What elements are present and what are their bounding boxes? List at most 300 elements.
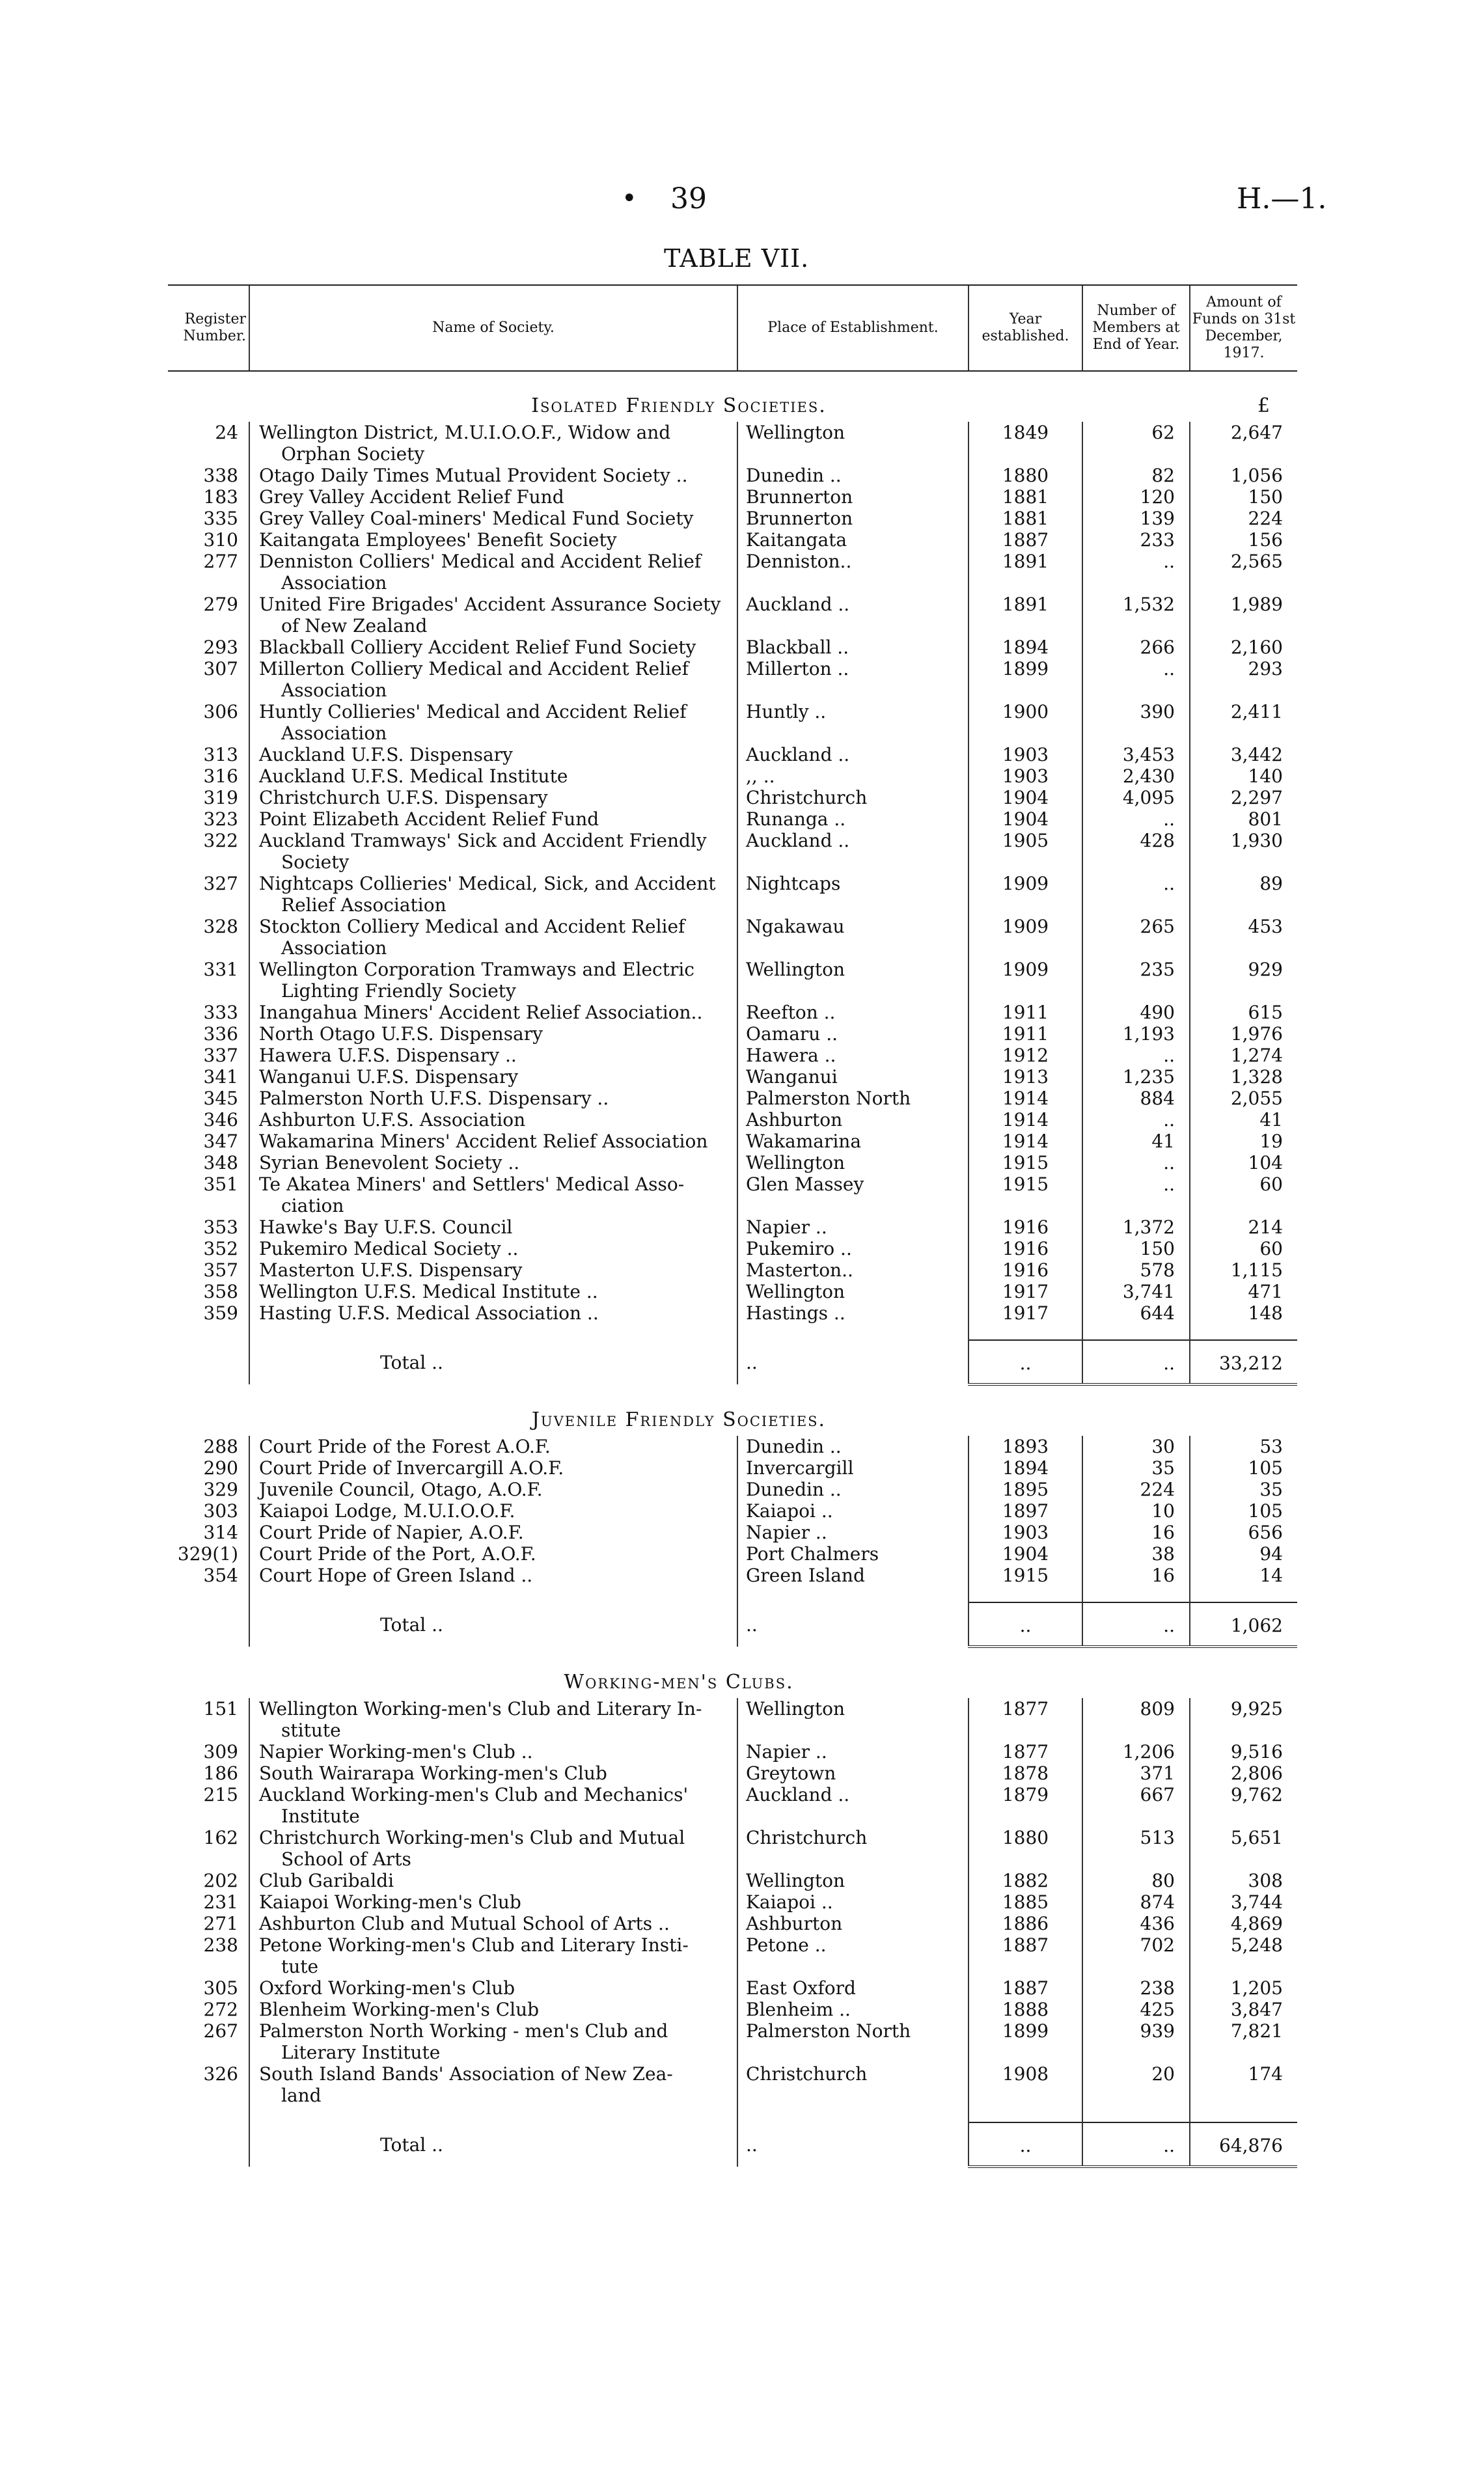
year-established: 1905: [969, 830, 1082, 873]
society-name-line: Christchurch U.F.S. Dispensary: [259, 787, 548, 808]
total-place: ..: [737, 2122, 969, 2167]
funds-amount: 35: [1190, 1479, 1297, 1500]
society-name-line: Wakamarina Miners' Accident Relief Association: [259, 1131, 708, 1152]
total-place: ..: [737, 1340, 969, 1384]
spacer-cell: [1082, 1586, 1190, 1602]
year-established: 1909: [969, 873, 1082, 916]
register-number: 267: [203, 2020, 238, 2042]
place-of-establishment: Oamaru ..: [737, 1023, 969, 1045]
society-name-line: Inangahua Miners' Accident Relief Association..: [259, 1002, 703, 1023]
total-funds: 1,062: [1190, 1602, 1297, 1647]
member-count: 38: [1082, 1543, 1190, 1565]
year-established: 1916: [969, 1216, 1082, 1238]
place-of-establishment: Kaiapoi ..: [737, 1891, 969, 1913]
society-name-line: Stockton Colliery Medical and Accident Relief: [259, 916, 685, 937]
place-of-establishment: Brunnerton: [737, 508, 969, 529]
funds-amount: 2,806: [1190, 1763, 1297, 1784]
member-count: 874: [1082, 1891, 1190, 1913]
funds-amount: 19: [1190, 1131, 1297, 1152]
total-register-blank: [168, 1602, 249, 1647]
funds-amount: 14: [1190, 1565, 1297, 1586]
member-count: 490: [1082, 1002, 1190, 1023]
place-of-establishment: Nightcaps: [737, 873, 969, 916]
society-name-line: Hawera U.F.S. Dispensary ..: [259, 1045, 517, 1066]
place-of-establishment: Wakamarina: [737, 1131, 969, 1152]
society-name-line: Palmerston North U.F.S. Dispensary ..: [259, 1088, 609, 1109]
register-number: 186: [203, 1763, 238, 1784]
funds-amount: 1,930: [1190, 830, 1297, 873]
year-established: 1895: [969, 1479, 1082, 1500]
society-name: [249, 1045, 737, 1066]
society-name: [249, 1999, 737, 2020]
society-name-line: Wanganui U.F.S. Dispensary: [259, 1066, 519, 1088]
spacer-cell: [737, 1586, 969, 1602]
place-of-establishment: Runanga ..: [737, 808, 969, 830]
year-established: 1887: [969, 529, 1082, 551]
section-title: Isolated Friendly Societies.: [531, 394, 827, 417]
society-name-line: Court Pride of the Port, A.O.F.: [259, 1543, 536, 1565]
total-members: ..: [1082, 2122, 1190, 2167]
member-count: 16: [1082, 1522, 1190, 1543]
funds-amount: 150: [1190, 486, 1297, 508]
year-established: 1915: [969, 1173, 1082, 1216]
member-count: 578: [1082, 1259, 1190, 1281]
society-name-line: Grey Valley Accident Relief Fund: [259, 486, 564, 508]
table-row: [168, 1763, 1297, 1784]
society-name-line: Blackball Colliery Accident Relief Fund Society: [259, 637, 696, 658]
register-number: 341: [203, 1066, 238, 1088]
funds-amount: 9,925: [1190, 1698, 1297, 1741]
register-number: 319: [203, 787, 238, 808]
register-number: 307: [203, 658, 238, 679]
society-name-line: Juvenile Council, Otago, A.O.F.: [259, 1479, 543, 1500]
member-count: 1,206: [1082, 1741, 1190, 1763]
place-of-establishment: Christchurch: [737, 787, 969, 808]
year-established: 1913: [969, 1066, 1082, 1088]
funds-amount: 94: [1190, 1543, 1297, 1565]
table-row: [168, 873, 1297, 916]
member-count: 644: [1082, 1302, 1190, 1324]
register-number: 314: [203, 1522, 238, 1543]
table-row: [168, 1500, 1297, 1522]
place-of-establishment: Wellington: [737, 1281, 969, 1302]
spacer-cell: [1190, 2106, 1297, 2122]
register-number: 357: [203, 1259, 238, 1281]
member-count: 20: [1082, 2063, 1190, 2106]
funds-amount: 801: [1190, 808, 1297, 830]
total-row: [168, 2122, 1297, 2167]
funds-amount: 2,411: [1190, 701, 1297, 744]
table-row: [168, 701, 1297, 744]
society-name-line: Masterton U.F.S. Dispensary: [259, 1259, 523, 1281]
table-row: [168, 1999, 1297, 2020]
society-name-line: Kaiapoi Working-men's Club: [259, 1891, 521, 1913]
table-row: [168, 637, 1297, 658]
year-established: 1877: [969, 1741, 1082, 1763]
year-established: 1915: [969, 1565, 1082, 1586]
society-name: [249, 2063, 737, 2106]
funds-amount: 1,056: [1190, 465, 1297, 486]
society-name: [249, 1977, 737, 1999]
total-register-blank: [168, 2122, 249, 2167]
funds-amount: 1,976: [1190, 1023, 1297, 1045]
col-header-name: Name of Society.: [249, 285, 737, 371]
society-name: [249, 1173, 737, 1216]
place-of-establishment: Christchurch: [737, 1827, 969, 1870]
place-of-establishment: Masterton..: [737, 1259, 969, 1281]
page-mark: •: [622, 184, 637, 213]
place-of-establishment: Auckland ..: [737, 830, 969, 873]
currency-symbol: £: [1257, 394, 1271, 417]
place-of-establishment: Hawera ..: [737, 1045, 969, 1066]
member-count: 80: [1082, 1870, 1190, 1891]
register-number: 271: [203, 1913, 238, 1934]
section-title: Working-men's Clubs.: [564, 1671, 794, 1694]
total-register-blank: [168, 1340, 249, 1384]
society-name: [249, 830, 737, 873]
member-count: 62: [1082, 422, 1190, 465]
table-row: [168, 551, 1297, 594]
funds-amount: 105: [1190, 1457, 1297, 1479]
funds-amount: 615: [1190, 1002, 1297, 1023]
place-of-establishment: Blenheim ..: [737, 1999, 969, 2020]
table-row: [168, 594, 1297, 637]
society-name-continuation: Association: [281, 679, 387, 701]
total-label: Total ..: [249, 2122, 737, 2167]
register-number: 322: [203, 830, 238, 851]
register-number: 327: [203, 873, 238, 894]
society-name-continuation: School of Arts: [281, 1848, 411, 1870]
place-of-establishment: Blackball ..: [737, 637, 969, 658]
funds-amount: 929: [1190, 959, 1297, 1002]
year-established: 1903: [969, 744, 1082, 765]
society-name: [249, 1479, 737, 1500]
table-header-row: [168, 285, 1297, 371]
register-number: 323: [203, 808, 238, 830]
place-of-establishment: Auckland ..: [737, 594, 969, 637]
table-row: [168, 465, 1297, 486]
society-name: [249, 873, 737, 916]
total-year: ..: [969, 1602, 1082, 1647]
section-title: Juvenile Friendly Societies.: [531, 1408, 827, 1431]
member-count: 30: [1082, 1436, 1190, 1457]
funds-amount: 5,651: [1190, 1827, 1297, 1870]
spacer-cell: [737, 2106, 969, 2122]
table-row: [168, 1002, 1297, 1023]
society-name: [249, 1216, 737, 1238]
register-number: 358: [203, 1281, 238, 1302]
society-name: [249, 1741, 737, 1763]
society-name-line: Huntly Collieries' Medical and Accident Relief: [259, 701, 687, 722]
register-number: 290: [203, 1457, 238, 1479]
member-count: 1,372: [1082, 1216, 1190, 1238]
register-number: 348: [203, 1152, 238, 1173]
society-name-line: Denniston Colliers' Medical and Accident Relief: [259, 551, 702, 572]
section-title-cell: [168, 371, 1190, 422]
table-row: [168, 2020, 1297, 2063]
place-of-establishment: Palmerston North: [737, 1088, 969, 1109]
currency-symbol: [1190, 1647, 1297, 1698]
funds-amount: 3,442: [1190, 744, 1297, 765]
register-number: 352: [203, 1238, 238, 1259]
place-of-establishment: Hastings ..: [737, 1302, 969, 1324]
society-name: [249, 1522, 737, 1543]
society-name-line: South Island Bands' Association of New Zea-: [259, 2063, 673, 2085]
funds-amount: 60: [1190, 1238, 1297, 1259]
member-count: 428: [1082, 830, 1190, 873]
place-of-establishment: Wellington: [737, 959, 969, 1002]
table-row: [168, 744, 1297, 765]
place-of-establishment: Kaiapoi ..: [737, 1500, 969, 1522]
funds-amount: 9,762: [1190, 1784, 1297, 1827]
member-count: 1,235: [1082, 1066, 1190, 1088]
total-label: Total ..: [249, 1340, 737, 1384]
place-of-establishment: Napier ..: [737, 1522, 969, 1543]
member-count: 10: [1082, 1500, 1190, 1522]
table-row: [168, 1870, 1297, 1891]
society-name-line: Te Akatea Miners' and Settlers' Medical Asso-: [259, 1173, 685, 1195]
funds-amount: 104: [1190, 1152, 1297, 1173]
society-name: [249, 1913, 737, 1934]
register-number: 346: [203, 1109, 238, 1131]
place-of-establishment: Wellington: [737, 1698, 969, 1741]
member-count: ..: [1082, 873, 1190, 916]
table-row: [168, 787, 1297, 808]
society-name-line: Point Elizabeth Accident Relief Fund: [259, 808, 599, 830]
table-row: [168, 529, 1297, 551]
member-count: 235: [1082, 959, 1190, 1002]
member-count: 233: [1082, 529, 1190, 551]
place-of-establishment: Wellington: [737, 1870, 969, 1891]
col-header-year: Year established.: [969, 285, 1082, 371]
society-name: [249, 658, 737, 701]
spacer-row: [168, 1324, 1297, 1340]
society-name-line: Hasting U.F.S. Medical Association ..: [259, 1302, 599, 1324]
section-heading-row: [168, 1647, 1297, 1698]
col-header-register: Register Number.: [168, 285, 249, 371]
place-of-establishment: Ashburton: [737, 1109, 969, 1131]
register-number: 326: [203, 2063, 238, 2085]
member-count: 809: [1082, 1698, 1190, 1741]
member-count: ..: [1082, 1045, 1190, 1066]
member-count: 667: [1082, 1784, 1190, 1827]
society-name-continuation: Relief Association: [281, 894, 447, 916]
table-row: [168, 916, 1297, 959]
year-established: 1915: [969, 1152, 1082, 1173]
society-name: [249, 529, 737, 551]
year-established: 1904: [969, 787, 1082, 808]
table-row: [168, 1479, 1297, 1500]
register-number: 238: [203, 1934, 238, 1956]
member-count: 513: [1082, 1827, 1190, 1870]
year-established: 1909: [969, 959, 1082, 1002]
year-established: 1894: [969, 637, 1082, 658]
society-name: [249, 1066, 737, 1088]
society-name: [249, 1023, 737, 1045]
member-count: 939: [1082, 2020, 1190, 2063]
place-of-establishment: Napier ..: [737, 1741, 969, 1763]
society-name-continuation: Association: [281, 937, 387, 959]
society-name-line: Nightcaps Collieries' Medical, Sick, and Accident: [259, 873, 716, 894]
year-established: 1880: [969, 465, 1082, 486]
total-place: ..: [737, 1602, 969, 1647]
table-row: [168, 422, 1297, 465]
table-row: [168, 1457, 1297, 1479]
society-name-line: Wellington District, M.U.I.O.O.F., Widow and: [259, 422, 671, 443]
member-count: ..: [1082, 551, 1190, 594]
spacer-cell: [249, 2106, 737, 2122]
year-established: 1916: [969, 1238, 1082, 1259]
funds-amount: 308: [1190, 1870, 1297, 1891]
member-count: 265: [1082, 916, 1190, 959]
section-title-cell: [168, 1647, 1190, 1698]
register-number: 347: [203, 1131, 238, 1152]
place-of-establishment: Auckland ..: [737, 1784, 969, 1827]
year-established: 1911: [969, 1002, 1082, 1023]
society-name-line: Kaitangata Employees' Benefit Society: [259, 529, 617, 551]
table-row: [168, 765, 1297, 787]
table-row: [168, 1522, 1297, 1543]
society-name: [249, 1565, 737, 1586]
funds-amount: 2,160: [1190, 637, 1297, 658]
table-row: [168, 1131, 1297, 1152]
member-count: 120: [1082, 486, 1190, 508]
society-name: [249, 1698, 737, 1741]
spacer-row: [168, 2106, 1297, 2122]
col-header-place: Place of Establishment.: [737, 285, 969, 371]
society-name: [249, 1870, 737, 1891]
society-name: [249, 1238, 737, 1259]
funds-amount: 2,055: [1190, 1088, 1297, 1109]
society-name-line: Wellington U.F.S. Medical Institute ..: [259, 1281, 598, 1302]
place-of-establishment: Reefton ..: [737, 1002, 969, 1023]
funds-amount: 1,274: [1190, 1045, 1297, 1066]
year-established: 1885: [969, 1891, 1082, 1913]
register-number: 309: [203, 1741, 238, 1763]
year-established: 1908: [969, 2063, 1082, 2106]
table-row: [168, 1216, 1297, 1238]
society-name: [249, 1109, 737, 1131]
society-name: [249, 2020, 737, 2063]
register-number: 359: [203, 1302, 238, 1324]
year-established: 1900: [969, 701, 1082, 744]
total-row: [168, 1340, 1297, 1384]
year-established: 1881: [969, 486, 1082, 508]
table-row: [168, 1066, 1297, 1088]
place-of-establishment: Pukemiro ..: [737, 1238, 969, 1259]
society-name: [249, 744, 737, 765]
member-count: ..: [1082, 1109, 1190, 1131]
total-funds: 64,876: [1190, 2122, 1297, 2167]
place-of-establishment: Christchurch: [737, 2063, 969, 2106]
funds-amount: 2,565: [1190, 551, 1297, 594]
member-count: ..: [1082, 808, 1190, 830]
funds-amount: 1,205: [1190, 1977, 1297, 1999]
year-established: 1881: [969, 508, 1082, 529]
spacer-cell: [1190, 1586, 1297, 1602]
year-established: 1899: [969, 2020, 1082, 2063]
place-of-establishment: Wellington: [737, 422, 969, 465]
funds-amount: 656: [1190, 1522, 1297, 1543]
register-number: 336: [203, 1023, 238, 1045]
funds-amount: 5,248: [1190, 1934, 1297, 1977]
funds-amount: 1,115: [1190, 1259, 1297, 1281]
table-row: [168, 1023, 1297, 1045]
total-members: ..: [1082, 1602, 1190, 1647]
society-name-line: Syrian Benevolent Society ..: [259, 1152, 520, 1173]
register-number: 328: [203, 916, 238, 937]
year-established: 1887: [969, 1977, 1082, 1999]
member-count: ..: [1082, 658, 1190, 701]
year-established: 1877: [969, 1698, 1082, 1741]
year-established: 1893: [969, 1436, 1082, 1457]
member-count: 884: [1082, 1088, 1190, 1109]
society-name-continuation: land: [281, 2085, 322, 2106]
society-name: [249, 1784, 737, 1827]
society-name-line: Pukemiro Medical Society ..: [259, 1238, 519, 1259]
register-number: 313: [203, 744, 238, 765]
member-count: 150: [1082, 1238, 1190, 1259]
society-name-continuation: tute: [281, 1956, 319, 1977]
register-number: 335: [203, 508, 238, 529]
place-of-establishment: Auckland ..: [737, 744, 969, 765]
register-number: 329(1): [177, 1543, 238, 1565]
year-established: 1912: [969, 1045, 1082, 1066]
society-name-line: Palmerston North Working - men's Club and: [259, 2020, 668, 2042]
year-established: 1904: [969, 1543, 1082, 1565]
society-name-line: Kaiapoi Lodge, M.U.I.O.O.F.: [259, 1500, 515, 1522]
funds-amount: 105: [1190, 1500, 1297, 1522]
place-of-establishment: Huntly ..: [737, 701, 969, 744]
society-name: [249, 1088, 737, 1109]
society-name: [249, 1131, 737, 1152]
funds-amount: 214: [1190, 1216, 1297, 1238]
total-row: [168, 1602, 1297, 1647]
society-name-continuation: Society: [281, 851, 350, 873]
register-number: 310: [203, 529, 238, 551]
total-label: Total ..: [249, 1602, 737, 1647]
society-name: [249, 486, 737, 508]
funds-amount: 53: [1190, 1436, 1297, 1457]
place-of-establishment: Invercargill: [737, 1457, 969, 1479]
society-name: [249, 637, 737, 658]
document-reference: H.—1.: [1237, 182, 1327, 215]
total-members: ..: [1082, 1340, 1190, 1384]
table-row: [168, 1934, 1297, 1977]
register-number: 279: [203, 594, 238, 615]
table-row: [168, 830, 1297, 873]
place-of-establishment: Millerton ..: [737, 658, 969, 701]
year-established: 1903: [969, 765, 1082, 787]
funds-amount: 471: [1190, 1281, 1297, 1302]
society-name-line: Court Pride of Napier, A.O.F.: [259, 1522, 524, 1543]
register-number: 272: [203, 1999, 238, 2020]
year-established: 1887: [969, 1934, 1082, 1977]
society-name-continuation: ciation: [281, 1195, 344, 1216]
register-number: 338: [203, 465, 238, 486]
year-established: 1886: [969, 1913, 1082, 1934]
place-of-establishment: Glen Massey: [737, 1173, 969, 1216]
register-number: 345: [203, 1088, 238, 1109]
funds-amount: 2,647: [1190, 422, 1297, 465]
place-of-establishment: Petone ..: [737, 1934, 969, 1977]
society-name: [249, 1152, 737, 1173]
funds-amount: 3,744: [1190, 1891, 1297, 1913]
place-of-establishment: Napier ..: [737, 1216, 969, 1238]
funds-amount: 148: [1190, 1302, 1297, 1324]
table-row: [168, 2063, 1297, 2106]
col-header-funds: Amount of Funds on 31st December, 1917.: [1190, 285, 1297, 371]
